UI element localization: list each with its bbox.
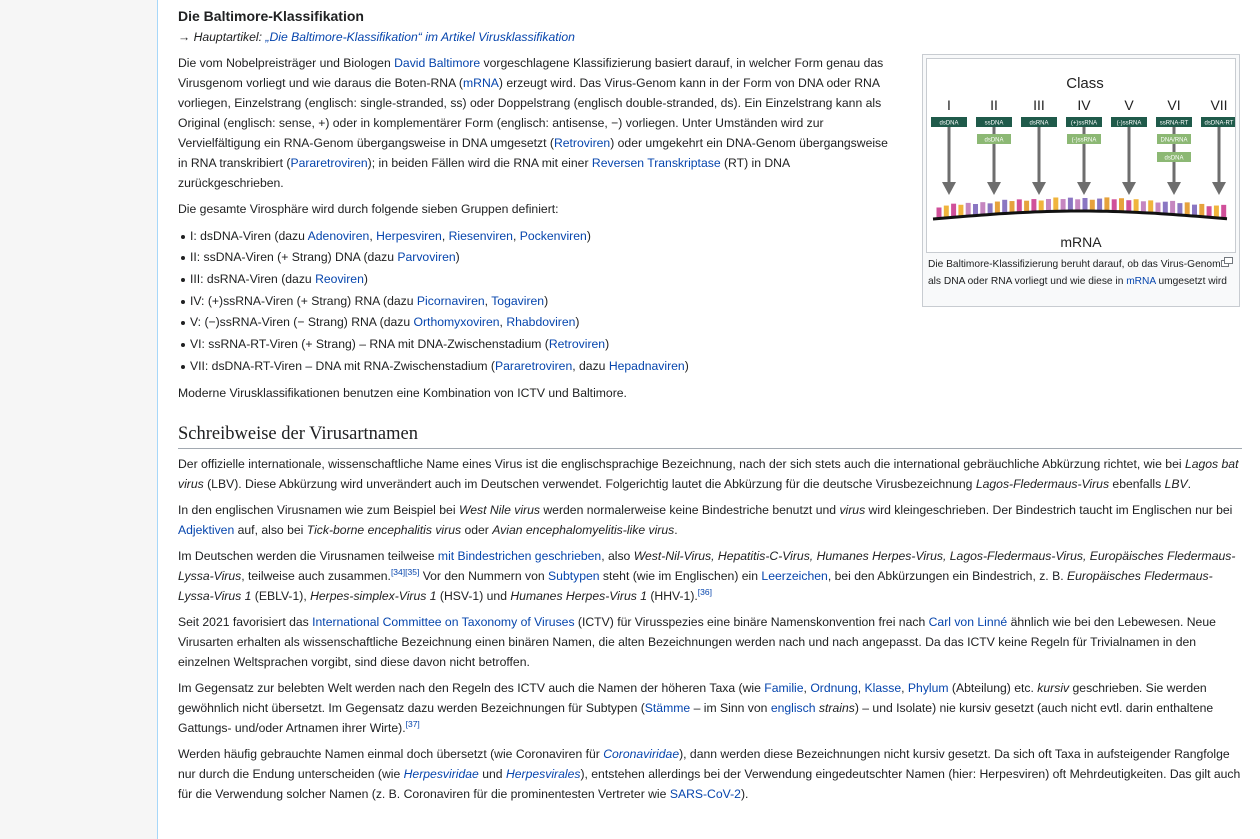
class-numeral-2: II xyxy=(990,97,998,113)
class-numeral-4: IV xyxy=(1077,97,1091,113)
names-para-4 xyxy=(178,612,1242,672)
link-leerzeichen[interactable]: Leerzeichen xyxy=(761,568,828,583)
link-herpesviridae[interactable]: Herpesviridae xyxy=(403,766,479,781)
section-heading-schreibweise: Schreibweise der Virusartnamen xyxy=(178,422,1242,449)
baltimore-diagram-svg xyxy=(927,59,1235,252)
baltimore-para-3: Moderne Virusklassifikationen benutzen eine Kombination von ICTV und Baltimore. xyxy=(178,385,627,400)
arrowhead-4 xyxy=(1077,182,1091,195)
link-ordnung[interactable]: Ordnung xyxy=(810,680,858,695)
text: ) xyxy=(684,358,689,373)
text: ) xyxy=(586,228,591,243)
link-hepadnaviren[interactable]: Hepadnaviren xyxy=(608,358,685,373)
italic-text: West-Nil-Virus, Hepatitis-C-Virus, Humanes Herpes-Virus, Lagos-Fledermaus-Virus, Europäisches Fledermaus-Lyssa-Virus xyxy=(178,548,1236,583)
text: , bei den Abkürzungen ein Bindestrich, z. B. xyxy=(827,568,1067,583)
link-orthomyxoviren[interactable]: Orthomyxoviren xyxy=(413,315,500,330)
genome-4-label: (+)ssRNA xyxy=(1070,120,1098,127)
names-para-1 xyxy=(178,454,1242,494)
text: , xyxy=(441,228,449,243)
arrowhead-5 xyxy=(1122,182,1136,195)
italic-text: Avian encephalomyelitis-like virus xyxy=(492,522,675,537)
nucleotide xyxy=(1141,201,1146,212)
nucleotide xyxy=(1177,203,1182,215)
italic-text: Herpes-simplex-Virus 1 xyxy=(310,588,437,603)
names-para-3 xyxy=(178,546,1242,606)
nucleotide xyxy=(1068,198,1073,211)
nucleotide xyxy=(1192,205,1197,217)
list-item-group-2 xyxy=(178,247,898,267)
text: , xyxy=(901,680,908,695)
nucleotide xyxy=(1126,200,1131,212)
text: ); in beiden Fällen wird die RNA mit einer xyxy=(367,156,592,170)
text: ) erzeugt wird. Das Virus-Genom kann in der Form von DNA oder RNA vorliegen, Einzelstrang (englisch: single-stranded, ss) oder Doppelstrang (englisch double-stranded, ds). Ein Einzelstrang kann als Original (englisch: sense, +) oder in komplementärer Form (englisch: antisense, −) vorliegen. Unter Umständen wird zur Vervielfältigung ein RNA-Genom übergangsweise in DNA umgesetzt ( xyxy=(178,76,882,150)
link-retroviren-2[interactable]: Retroviren xyxy=(548,337,606,352)
nucleotide xyxy=(1163,202,1168,214)
link-herpesvirales[interactable]: Herpesvirales xyxy=(505,766,581,781)
text: , xyxy=(499,315,507,330)
text: VI: ssRNA-RT-Viren (+ Strang) – RNA mit DNA-Zwischenstadium ( xyxy=(190,337,549,352)
link-pararetroviren[interactable]: Pararetroviren xyxy=(290,156,368,170)
text: II: ssDNA-Viren (+ Strang) DNA (dazu xyxy=(190,250,398,265)
class-numeral-6: VI xyxy=(1167,97,1181,113)
text: ) xyxy=(605,337,610,352)
text: auf, also bei xyxy=(234,522,307,537)
nucleotide xyxy=(1148,200,1153,213)
italic-text: kursiv xyxy=(1037,680,1070,695)
nucleotide xyxy=(1002,200,1007,214)
text: Die vom Nobelpreisträger und Biologen xyxy=(178,56,395,70)
arrowhead-7 xyxy=(1212,182,1226,195)
link-mrna[interactable]: mRNA xyxy=(462,76,499,90)
text: ) xyxy=(455,250,460,265)
ref-37[interactable]: [37] xyxy=(405,718,420,729)
text: (EBLV-1), xyxy=(251,588,311,603)
nucleotide xyxy=(1024,201,1029,213)
list-item-group-5 xyxy=(178,312,898,332)
nucleotide xyxy=(995,202,1000,214)
intermediate-ii-label: dsDNA xyxy=(984,137,1004,144)
link-riesenviren[interactable]: Riesenviren xyxy=(448,228,513,243)
link-coronaviridae[interactable]: Coronaviridae xyxy=(603,746,680,761)
nucleotide xyxy=(1185,202,1190,215)
intermediate-vi-a-label: DNA/RNA xyxy=(1160,137,1188,144)
italic-text: Lagos bat virus xyxy=(178,456,1239,491)
italic-text: West Nile virus xyxy=(458,502,540,517)
nucleotide xyxy=(1039,201,1044,212)
ref-34[interactable]: [34] xyxy=(390,566,406,577)
text: Im Gegensatz zur belebten Welt werden nach den Regeln des ICTV auch die Namen der höheren Taxa (wie xyxy=(178,680,765,695)
nucleotide xyxy=(1017,199,1022,212)
text: (HSV-1) und xyxy=(436,588,511,603)
italic-text: strains xyxy=(818,700,855,715)
link-parvoviren[interactable]: Parvoviren xyxy=(397,250,456,265)
intermediate-iv-label: (-)ssRNA xyxy=(1071,137,1097,144)
baltimore-text xyxy=(178,53,898,403)
baltimore-heading: Die Baltimore-Klassifikation xyxy=(178,8,364,24)
text: , xyxy=(484,293,492,308)
nucleotide xyxy=(944,206,949,218)
genome-1-label: dsDNA xyxy=(939,120,959,127)
text: Werden häufig gebrauchte Namen einmal doch übersetzt (wie Coronaviren für xyxy=(178,746,604,761)
arrowhead-6 xyxy=(1167,182,1181,195)
italic-text: LBV xyxy=(1164,476,1188,491)
italic-text: Humanes Herpes-Virus 1 xyxy=(510,588,647,603)
class-numerals xyxy=(947,97,1228,113)
text: ), dann werden diese Bezeichnungen nicht kursiv gesetzt. Da sich oft Taxa in aufsteigender Rangfolge nur durch die Endung unterscheiden (wie xyxy=(178,746,1230,781)
text: III: dsRNA-Viren (dazu xyxy=(190,272,316,287)
text: ) xyxy=(363,272,368,287)
text: , xyxy=(369,228,377,243)
text: , xyxy=(857,680,865,695)
ref-35[interactable]: [35] xyxy=(405,566,420,577)
text: oder xyxy=(461,522,493,537)
text: In den englischen Virusnamen wie zum Beispiel bei xyxy=(178,502,459,517)
list-item-group-3 xyxy=(178,269,898,289)
class-numeral-7: VII xyxy=(1210,97,1228,113)
arrowhead-3 xyxy=(1032,182,1046,195)
text: ), entstehen allerdings bei der Verwendung eingedeutschter Namen (hier: Herpesviren) oft Mehrdeutigkeiten. Das gilt auch für die Verwendung solcher Namen (z. B. Coronaviren für die prominentesten Vertreter wie xyxy=(178,766,1241,801)
baltimore-para-1 xyxy=(178,53,898,193)
text: Im Deutschen werden die Virusnamen teilweise xyxy=(178,548,438,563)
nucleotide xyxy=(958,205,963,217)
link-bindestrichen[interactable]: mit Bindestrichen geschrieben xyxy=(437,548,602,563)
nucleotide xyxy=(1221,205,1226,219)
text: Vor den Nummern von xyxy=(419,568,549,583)
text: , also xyxy=(601,548,634,563)
names-para-2 xyxy=(178,500,1242,540)
hatnote xyxy=(178,27,1242,47)
class-numeral-3: III xyxy=(1033,97,1045,113)
link-phylum[interactable]: Phylum xyxy=(907,680,949,695)
text: I: dsDNA-Viren (dazu xyxy=(190,228,308,243)
text: werden normalerweise keine Bindestriche benutzt und xyxy=(539,502,840,517)
text: ) xyxy=(544,293,549,308)
text: ). xyxy=(740,786,749,801)
italic-text: Lagos-Fledermaus-Virus xyxy=(975,476,1110,491)
figure-caption xyxy=(928,257,1228,290)
italic-text: Tick-borne encephalitis virus xyxy=(306,522,462,537)
diagram-title: Class xyxy=(1066,75,1104,92)
link-adenoviren[interactable]: Adenoviren xyxy=(307,228,370,243)
nucleotide xyxy=(1199,204,1204,217)
link-pararetroviren-2[interactable]: Pararetroviren xyxy=(495,358,573,373)
text: , dazu xyxy=(572,358,609,373)
nucleotide xyxy=(966,203,971,216)
nucleotide xyxy=(1075,199,1080,211)
text: – im Sinn von xyxy=(690,700,771,715)
text: Die Baltimore-Klassifizierung beruht darauf, ob das Virus-Genom als DNA oder RNA vorliegt und wie diese in xyxy=(928,259,1221,287)
arrowhead-2 xyxy=(987,182,1001,195)
link-picornaviren[interactable]: Picornaviren xyxy=(416,293,485,308)
nucleotide xyxy=(980,202,985,215)
nucleotide xyxy=(1010,201,1015,213)
link-reverse-transkriptase[interactable]: Reversen Transkriptase xyxy=(591,156,721,170)
nucleotide xyxy=(1134,199,1139,212)
mrna-label: mRNA xyxy=(1060,234,1102,250)
text: und xyxy=(478,766,506,781)
genome-2-label: ssDNA xyxy=(984,120,1004,127)
text: ) xyxy=(575,315,580,330)
text: umgesetzt wird xyxy=(1155,275,1227,287)
text: IV: (+)ssRNA-Viren (+ Strang) RNA (dazu xyxy=(190,293,417,308)
text: steht (wie im Englischen) ein xyxy=(599,568,762,583)
text: . xyxy=(674,522,678,537)
genome-6-label: ssRNA-RT xyxy=(1159,120,1189,127)
link-subtypen[interactable]: Subtypen xyxy=(548,568,600,583)
link-togaviren[interactable]: Togaviren xyxy=(491,293,545,308)
text: Der offizielle internationale, wissenschaftliche Name eines Virus ist die englischsprachige Bezeichnung, nach der sich stets auch die international gebräuchliche Abkürzung richtet, wie bei xyxy=(178,456,1185,471)
text: (Abteilung) etc. xyxy=(948,680,1038,695)
nucleotide xyxy=(1119,198,1124,212)
text: geschrieben. Sie werden gewöhnlich nicht übersetzt. Im Gegensatz dazu werden Bezeichnungen für Subtypen ( xyxy=(178,680,1207,715)
list-item-group-6 xyxy=(178,334,898,354)
nucleotide xyxy=(1031,199,1036,212)
link-retroviren[interactable]: Retroviren xyxy=(553,136,611,150)
genome-5-label: (-)ssRNA xyxy=(1116,120,1142,127)
text: Seit 2021 favorisiert das xyxy=(178,614,313,629)
text: (ICTV) für Virusspezies eine binäre Namenskonvention frei nach xyxy=(574,614,929,629)
text: V: (−)ssRNA-Viren (− Strang) RNA (dazu xyxy=(190,315,414,330)
link-staemme[interactable]: Stämme xyxy=(644,700,691,715)
link-ictv[interactable]: International Committee on Taxonomy of Viruses xyxy=(312,614,575,629)
text: , xyxy=(803,680,811,695)
list-item-group-7 xyxy=(178,356,898,376)
nucleotide xyxy=(1156,203,1161,214)
text: (RT) in DNA zurückgeschrieben. xyxy=(178,156,790,190)
text: (HHV-1). xyxy=(646,588,698,603)
baltimore-para-2: Die gesamte Virosphäre wird durch folgende sieben Gruppen definiert: xyxy=(178,202,559,216)
nucleotide xyxy=(1083,198,1088,211)
nucleotide xyxy=(1104,197,1109,211)
class-numeral-1: I xyxy=(947,97,951,113)
class-numeral-5: V xyxy=(1124,97,1134,113)
genome-3-label: dsRNA xyxy=(1029,120,1049,127)
intermediate-vi-b-label: dsDNA xyxy=(1164,155,1184,162)
nucleotide xyxy=(1097,199,1102,212)
italic-text: virus xyxy=(839,502,866,517)
link-adjektiven[interactable]: Adjektiven xyxy=(178,522,235,537)
text: . xyxy=(1187,476,1192,491)
genome-7-label: dsDNA-RT xyxy=(1204,120,1234,127)
link-rhabdoviren[interactable]: Rhabdoviren xyxy=(506,315,576,330)
names-para-5 xyxy=(178,678,1242,738)
text: , xyxy=(512,228,520,243)
arrowhead-1 xyxy=(942,182,956,195)
italic-text: Europäisches Fledermaus-Lyssa-Virus 1 xyxy=(178,568,1213,603)
nucleotide xyxy=(1061,199,1066,211)
text: (LBV). Diese Abkürzung wird unverändert auch im Deutschen verwendet. Folgerichtig lautet die Abkürzung für die deutsche Virusbezeichnung xyxy=(203,476,976,491)
caption-link-mrna[interactable]: mRNA xyxy=(1126,275,1156,287)
link-herpesviren[interactable]: Herpesviren xyxy=(376,228,442,243)
nucleotide xyxy=(1170,201,1175,215)
list-item-group-1 xyxy=(178,226,898,246)
text: vorgeschlagene Klassifizierung basiert darauf, in welcher Form genau das Virusgenom vorliegt und wie daraus die Boten-RNA ( xyxy=(178,56,884,90)
article-content xyxy=(178,0,1242,804)
nucleotide xyxy=(1090,200,1095,211)
link-carl-von-linne[interactable]: Carl von Linné xyxy=(928,614,1008,629)
text: wird kleingeschrieben. Der Bindestrich taucht im Englischen nur bei xyxy=(865,502,1233,517)
link-englisch[interactable]: englisch xyxy=(770,700,816,715)
baltimore-diagram[interactable] xyxy=(926,58,1236,253)
text: ebenfalls xyxy=(1109,476,1165,491)
ref-36[interactable]: [36] xyxy=(697,586,712,597)
link-reoviren[interactable]: Reoviren xyxy=(315,272,364,287)
nucleotide xyxy=(1214,206,1219,218)
baltimore-figure xyxy=(922,54,1240,307)
link-david-baltimore[interactable]: David Baltimore xyxy=(394,56,481,70)
nucleotide xyxy=(1046,199,1051,212)
link-klasse[interactable]: Klasse xyxy=(864,680,902,695)
text: ) – und Isolate) nie kursiv gesetzt (auch nicht evtl. darin enthaltene Gattungs- und/oder Artnamen ihrer Wirte). xyxy=(178,700,1214,735)
hatnote-link[interactable]: „Die Baltimore-Klassifikation“ im Artikel Virusklassifikation xyxy=(265,30,575,44)
link-sars-cov-2[interactable]: SARS-CoV-2 xyxy=(669,786,741,801)
list-item-group-4 xyxy=(178,291,898,311)
nucleotide xyxy=(937,207,942,218)
article-page xyxy=(157,0,1260,839)
mrna-strand xyxy=(933,197,1227,219)
text: VII: dsDNA-RT-Viren – DNA mit RNA-Zwischenstadium ( xyxy=(190,358,495,373)
nucleotide xyxy=(973,204,978,216)
link-pockenviren[interactable]: Pockenviren xyxy=(519,228,587,243)
names-para-6 xyxy=(178,744,1242,804)
text: ) oder umgekehrt ein DNA-Genom übergangsweise in RNA transkribiert ( xyxy=(178,136,888,170)
baltimore-group-list xyxy=(178,226,898,376)
text: ähnlich wie bei den Lebewesen. Neue Virusarten erhalten als wissenschaftliche Bezeichnung einen binären Namen, die alten Bezeichnungen werden nach und nach angepasst. Da das ICTV keine Regeln für Trivialnamen in den einzelnen Weltsprachen vorgibt, sind diese davon nicht betroffen. xyxy=(178,614,1216,669)
hatnote-prefix: → Hauptartikel: xyxy=(178,30,266,44)
nucleotide xyxy=(1112,199,1117,211)
text: , teilweise auch zusammen. xyxy=(241,568,391,583)
nucleotide xyxy=(988,203,993,214)
nucleotide xyxy=(951,204,956,218)
nucleotide xyxy=(1053,197,1058,211)
link-familie[interactable]: Familie xyxy=(764,680,804,695)
